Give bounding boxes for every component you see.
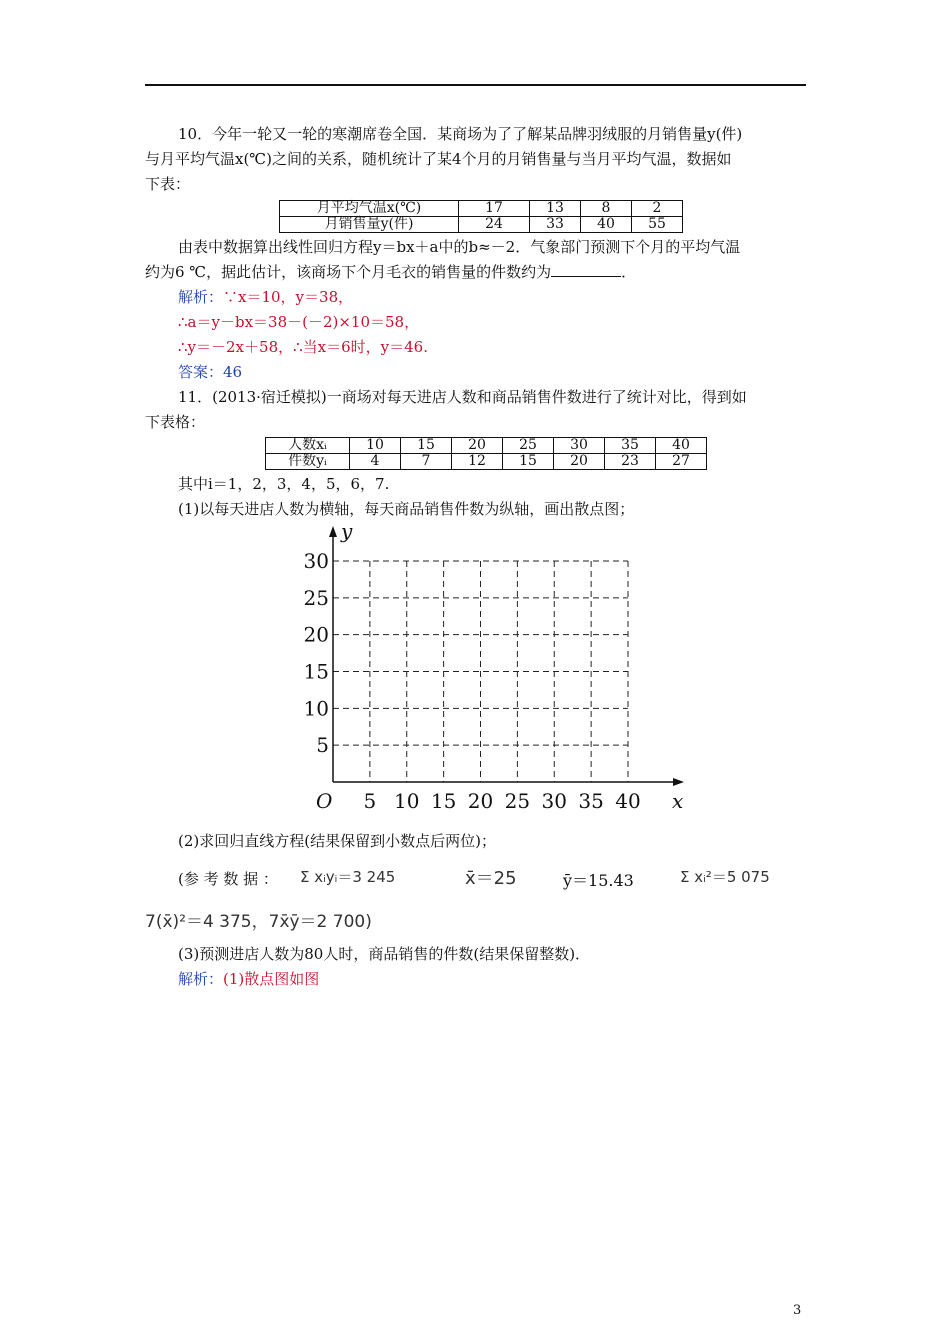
x-tick-label: 30 bbox=[541, 789, 567, 813]
q10-solution-1 bbox=[178, 287, 353, 307]
x-axis-arrow bbox=[673, 778, 684, 786]
q10-line1: 10．今年一轮又一轮的寒潮席卷全国．某商场为了了解某品牌羽绒服的月销售量y(件) bbox=[178, 125, 743, 143]
x-tick-label: 20 bbox=[467, 789, 494, 813]
y-tick-label: 10 bbox=[303, 696, 329, 721]
q11-line2: 下表格： bbox=[145, 413, 206, 431]
q11-part2: (2)求回归直线方程(结果保留到小数点后两位)； bbox=[178, 832, 496, 850]
y-tick-label: 20 bbox=[303, 622, 329, 647]
header-rule bbox=[145, 84, 806, 86]
table-cell: 24 bbox=[459, 217, 530, 233]
q11-table bbox=[265, 437, 707, 470]
table-cell: 40 bbox=[581, 217, 632, 233]
q11-where: 其中i＝1，2，3，4，5，6，7. bbox=[178, 475, 390, 493]
q10-line3: 下表： bbox=[145, 175, 191, 193]
ref-sum-xy: Σ xᵢyᵢ＝3 245 bbox=[300, 868, 396, 886]
answer-blank bbox=[551, 262, 621, 277]
q11-part3: (3)预测进店人数为80人时，商品销售的件数(结果保留整数)． bbox=[178, 945, 591, 963]
table-cell: 33 bbox=[530, 217, 581, 233]
table-cell: 10 bbox=[350, 438, 401, 454]
table-cell: 月平均气温x(℃) bbox=[280, 201, 459, 217]
y-axis-label: y bbox=[341, 520, 353, 543]
x-axis-label: x bbox=[672, 789, 684, 813]
solution-text: (1)散点图如图 bbox=[223, 970, 320, 988]
table-cell: 23 bbox=[605, 454, 656, 470]
q11-line1: 11．(2013·宿迁模拟)一商场对每天进店人数和商品销售件数进行了统计对比，得到如 bbox=[178, 388, 747, 406]
table-cell: 17 bbox=[459, 201, 530, 217]
solution-text: ∵x＝10，y＝38， bbox=[223, 288, 354, 306]
q10-line4: 由表中数据算出线性回归方程y＝bx＋a中的b≈－2．气象部门预测下个月的平均气温 bbox=[178, 238, 741, 256]
table-cell: 55 bbox=[632, 217, 683, 233]
q11-solution bbox=[178, 969, 319, 989]
y-axis-arrow bbox=[329, 526, 337, 537]
x-tick-label: 10 bbox=[394, 789, 420, 813]
solution-label: 解析： bbox=[178, 970, 224, 988]
solution-label: 解析： bbox=[178, 288, 224, 306]
x-tick-label: 25 bbox=[504, 789, 531, 813]
q10-table bbox=[279, 200, 683, 233]
table-cell: 15 bbox=[503, 454, 554, 470]
table-cell: 12 bbox=[452, 454, 503, 470]
q10-line5-text: 约为6 ℃，据此估计，该商场下个月毛衣的销售量的件数约为 bbox=[145, 263, 552, 281]
q10-line5-end: ． bbox=[621, 263, 637, 281]
q10-solution-3: ∴y＝－2x＋58，∴当x＝6时，y＝46. bbox=[178, 338, 428, 356]
q10-solution-2: ∴a＝y－bx＝38－(－2)×10＝58， bbox=[178, 313, 420, 331]
ref-open: (参 考 数 据 ： bbox=[178, 870, 278, 888]
q10-line2: 与月平均气温x(℃)之间的关系，随机统计了某4个月的月销售量与当月平均气温，数据如 bbox=[145, 150, 732, 168]
ref-xbar: x̄＝25 bbox=[465, 868, 517, 889]
x-tick-label: 35 bbox=[578, 789, 604, 813]
x-tick-label: 5 bbox=[363, 789, 377, 813]
ref-sum-x2: Σ xᵢ²＝5 075 bbox=[680, 868, 770, 886]
y-tick-label: 25 bbox=[303, 585, 329, 610]
table-row bbox=[266, 454, 707, 470]
x-tick-label: 40 bbox=[615, 789, 641, 813]
table-cell: 2 bbox=[632, 201, 683, 217]
table-cell: 27 bbox=[656, 454, 707, 470]
table-cell: 25 bbox=[503, 438, 554, 454]
table-cell: 8 bbox=[581, 201, 632, 217]
table-cell: 4 bbox=[350, 454, 401, 470]
table-cell: 20 bbox=[452, 438, 503, 454]
table-row bbox=[280, 217, 683, 233]
origin-label: O bbox=[316, 789, 333, 813]
table-row bbox=[280, 201, 683, 217]
table-cell: 7 bbox=[401, 454, 452, 470]
q10-line5 bbox=[145, 262, 636, 282]
table-cell: 30 bbox=[554, 438, 605, 454]
scatter-grid-chart bbox=[300, 520, 700, 820]
y-tick-label: 5 bbox=[316, 733, 329, 758]
table-cell: 15 bbox=[401, 438, 452, 454]
table-cell: 35 bbox=[605, 438, 656, 454]
table-row bbox=[266, 438, 707, 454]
ref-ybar: ȳ＝15.43 bbox=[563, 871, 634, 890]
table-cell: 人数xᵢ bbox=[266, 438, 350, 454]
table-cell: 40 bbox=[656, 438, 707, 454]
table-cell: 件数yᵢ bbox=[266, 454, 350, 470]
q11-part1: (1)以每天进店人数为横轴，每天商品销售件数为纵轴，画出散点图； bbox=[178, 500, 635, 518]
page-number: 3 bbox=[793, 1303, 802, 1318]
ref-line2: 7(x̄)²＝4 375，7x̄ȳ＝2 700) bbox=[145, 912, 372, 932]
table-cell: 月销售量y(件) bbox=[280, 217, 459, 233]
y-tick-label: 30 bbox=[303, 549, 329, 573]
table-cell: 13 bbox=[530, 201, 581, 217]
q10-answer: 答案：46 bbox=[178, 363, 243, 381]
table-cell: 20 bbox=[554, 454, 605, 470]
y-tick-label: 15 bbox=[303, 659, 329, 684]
x-tick-label: 15 bbox=[430, 789, 457, 813]
